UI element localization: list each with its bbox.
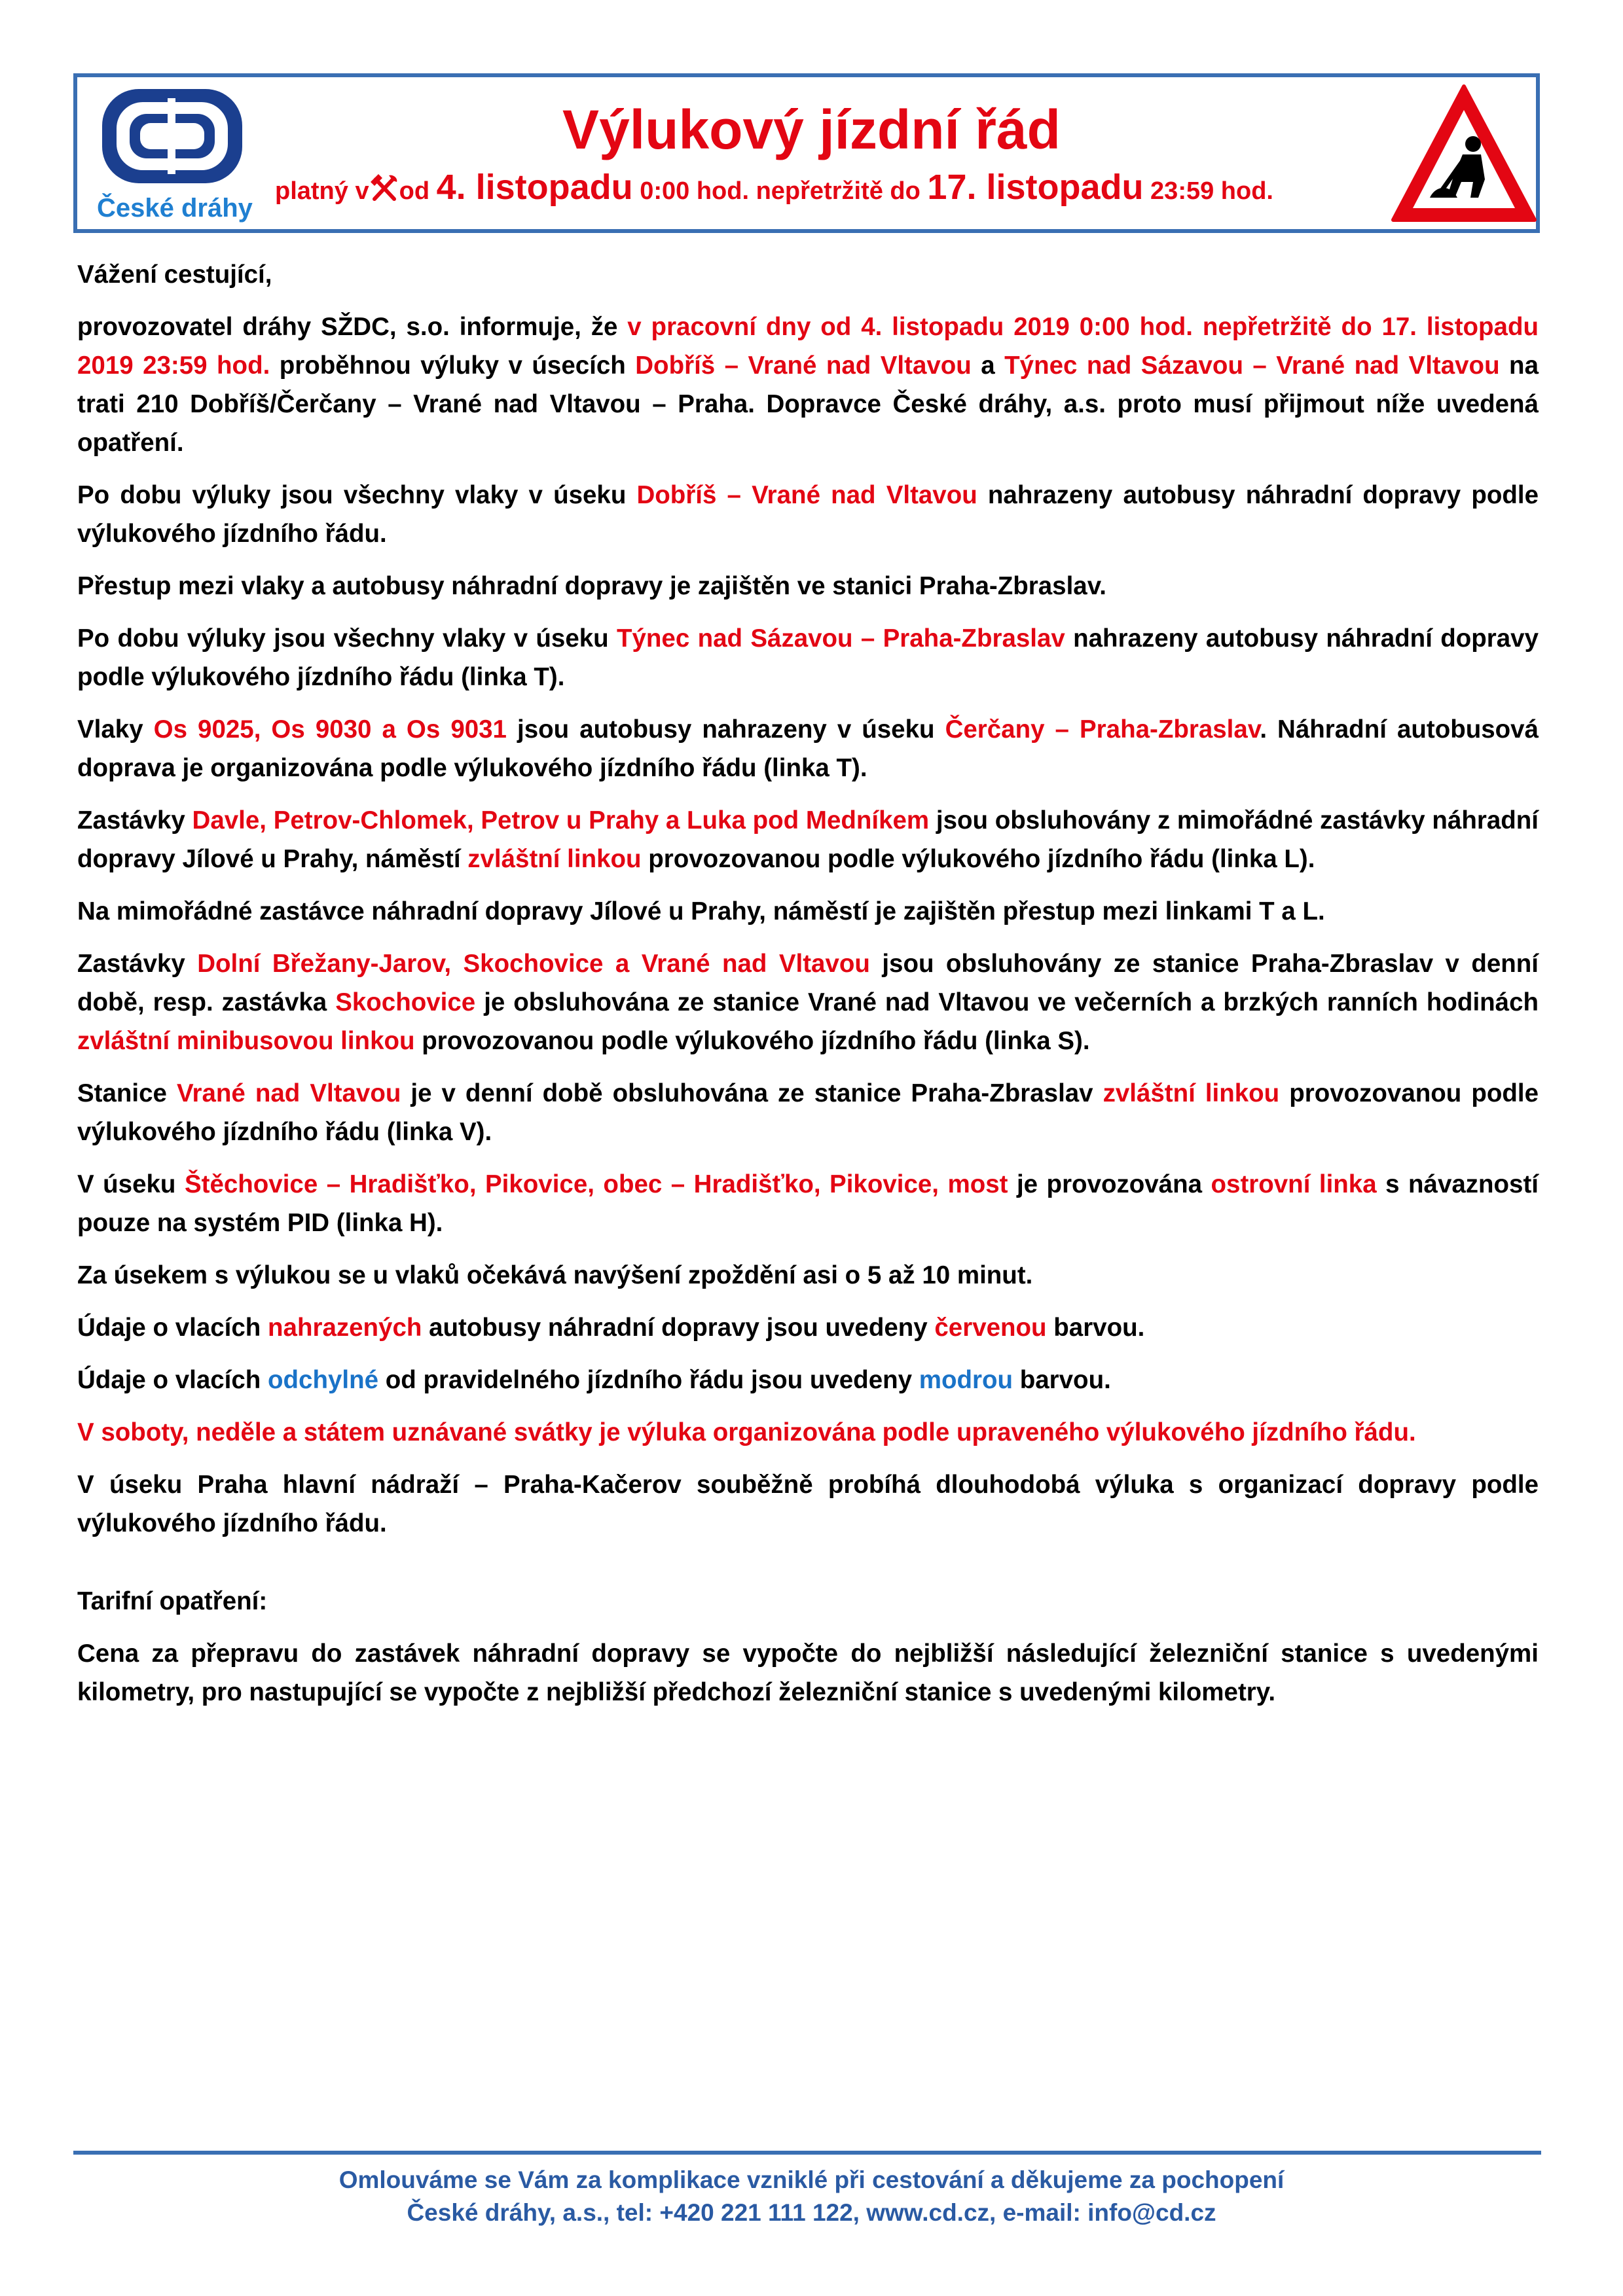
valid-od: od: [399, 177, 430, 205]
paragraph-kacerov: V úseku Praha hlavní nádraží – Praha-Kačerov souběžně probíhá dlouhodobá výluka s organizací dopravy podle výlukového jízdního řádu.: [77, 1471, 1539, 1537]
paragraph-line-s: Zastávky Dolní Břežany-Jarov, Skochovice a Vrané nad Vltavou jsou obsluhovány ze stanice Praha-Zbraslav v denní době, resp. zastávka Skochovice je obsluhována ze stanice Vrané nad Vltavou ve večerních a brzkých ranních hodinách zvláštní minibusovou linkou provozovanou podle výlukového jízdního řádu (linka S).: [77, 950, 1539, 1055]
paragraph-dobris: Po dobu výluky jsou všechny vlaky v úseku Dobříš – Vrané nad Vltavou nahrazeny autobusy náhradní dopravy podle výlukového jízdního řádu.: [77, 481, 1539, 548]
notice-body: [77, 255, 1539, 1725]
paragraph-delay: Za úsekem s výlukou se u vlaků očekává navýšení zpoždění asi o 5 až 10 minut.: [77, 1261, 1033, 1289]
tariff-text: Cena za přepravu do zastávek náhradní dopravy se vypočte do nejbližší následující železniční stanice s uvedenými kilometry, pro nastupující se vypočte z nejbližší předchozí železniční stanice s uvedenými kilometry.: [77, 1640, 1539, 1706]
paragraph-line-v: Stanice Vrané nad Vltavou je v denní době obsluhována ze stanice Praha-Zbraslav zvláštní linkou provozovanou podle výlukového jízdního řádu (linka V).: [77, 1079, 1539, 1146]
greeting: Vážení cestující,: [77, 260, 272, 289]
paragraph-line-h: V úseku Štěchovice – Hradišťko, Pikovice, obec – Hradišťko, Pikovice, most je provozována ostrovní linka s návazností pouze na systém PID (linka H).: [77, 1170, 1539, 1237]
paragraph-transfer: Přestup mezi vlaky a autobusy náhradní dopravy je zajištěn ve stanici Praha-Zbraslav.: [77, 572, 1106, 600]
paragraph-trains: Vlaky Os 9025, Os 9030 a Os 9031 jsou autobusy nahrazeny v úseku Čerčany – Praha-Zbraslav. Náhradní autobusová doprava je organizována podle výlukového jízdního řádu (linka T).: [77, 715, 1539, 782]
validity-line: [275, 168, 1388, 211]
footer-divider: [73, 2151, 1541, 2155]
paragraph-red-legend: Údaje o vlacích nahrazených autobusy náhradní dopravy jsou uvedeny červenou barvou.: [77, 1314, 1145, 1342]
time-from: 0:00 hod. nepřetržitě do: [640, 177, 921, 205]
time-to: 23:59 hod.: [1150, 177, 1273, 205]
paragraph-line-l: Zastávky Davle, Petrov-Chlomek, Petrov u Prahy a Luka pod Medníkem jsou obsluhovány z mimořádné zastávky náhradní dopravy Jílové u Prahy, náměstí zvláštní linkou provozovanou podle výlukového jízdního řádu (linka L).: [77, 806, 1539, 873]
date-to: 17. listopadu: [927, 168, 1144, 207]
logo-text: České dráhy: [97, 194, 253, 223]
tariff-heading: Tarifní opatření:: [77, 1587, 268, 1615]
paragraph-tynec: Po dobu výluky jsou všechny vlaky v úseku Týnec nad Sázavou – Praha-Zbraslav nahrazeny autobusy náhradní dopravy podle výlukového jízdního řádu (linka T).: [77, 624, 1539, 691]
paragraph-intro: provozovatel dráhy SŽDC, s.o. informuje, že v pracovní dny od 4. listopadu 2019 0:00 hod. nepřetržitě do 17. listopadu 2019 23:59 hod. proběhnou výluky v úsecích Dobříš – Vrané nad Vltavou a Týnec nad Sázavou – Vrané nad Vltavou na trati 210 Dobříš/Čerčany – Vrané nad Vltavou – Praha. Dopravce České dráhy, a.s. proto musí přijmout níže uvedená opatření.: [77, 313, 1539, 457]
roadwork-warning-icon: [1389, 81, 1539, 228]
page-title: Výlukový jízdní řád: [562, 99, 1061, 160]
footer-apology: Omlouváme se Vám za komplikace vzniklé při cestování a děkujeme za pochopení: [338, 2166, 1285, 2193]
paragraph-weekend: V soboty, neděle a státem uznávané svátky je výluka organizována podle upraveného výlukového jízdního řádu.: [77, 1418, 1416, 1446]
date-from: 4. listopadu: [436, 168, 633, 207]
hammer-pick-icon: [369, 173, 399, 203]
paragraph-jilove: Na mimořádné zastávce náhradní dopravy Jílové u Prahy, náměstí je zajištěn přestup mezi linkami T a L.: [77, 897, 1325, 925]
paragraph-blue-legend: Údaje o vlacích odchylné od pravidelného jízdního řádu jsou uvedeny modrou barvou.: [77, 1366, 1111, 1394]
footer: [0, 2164, 1623, 2229]
footer-contact: České dráhy, a.s., tel: +420 221 111 122, www.cd.cz, e-mail: info@cd.cz: [407, 2199, 1216, 2226]
valid-pre: platný v: [275, 177, 369, 205]
